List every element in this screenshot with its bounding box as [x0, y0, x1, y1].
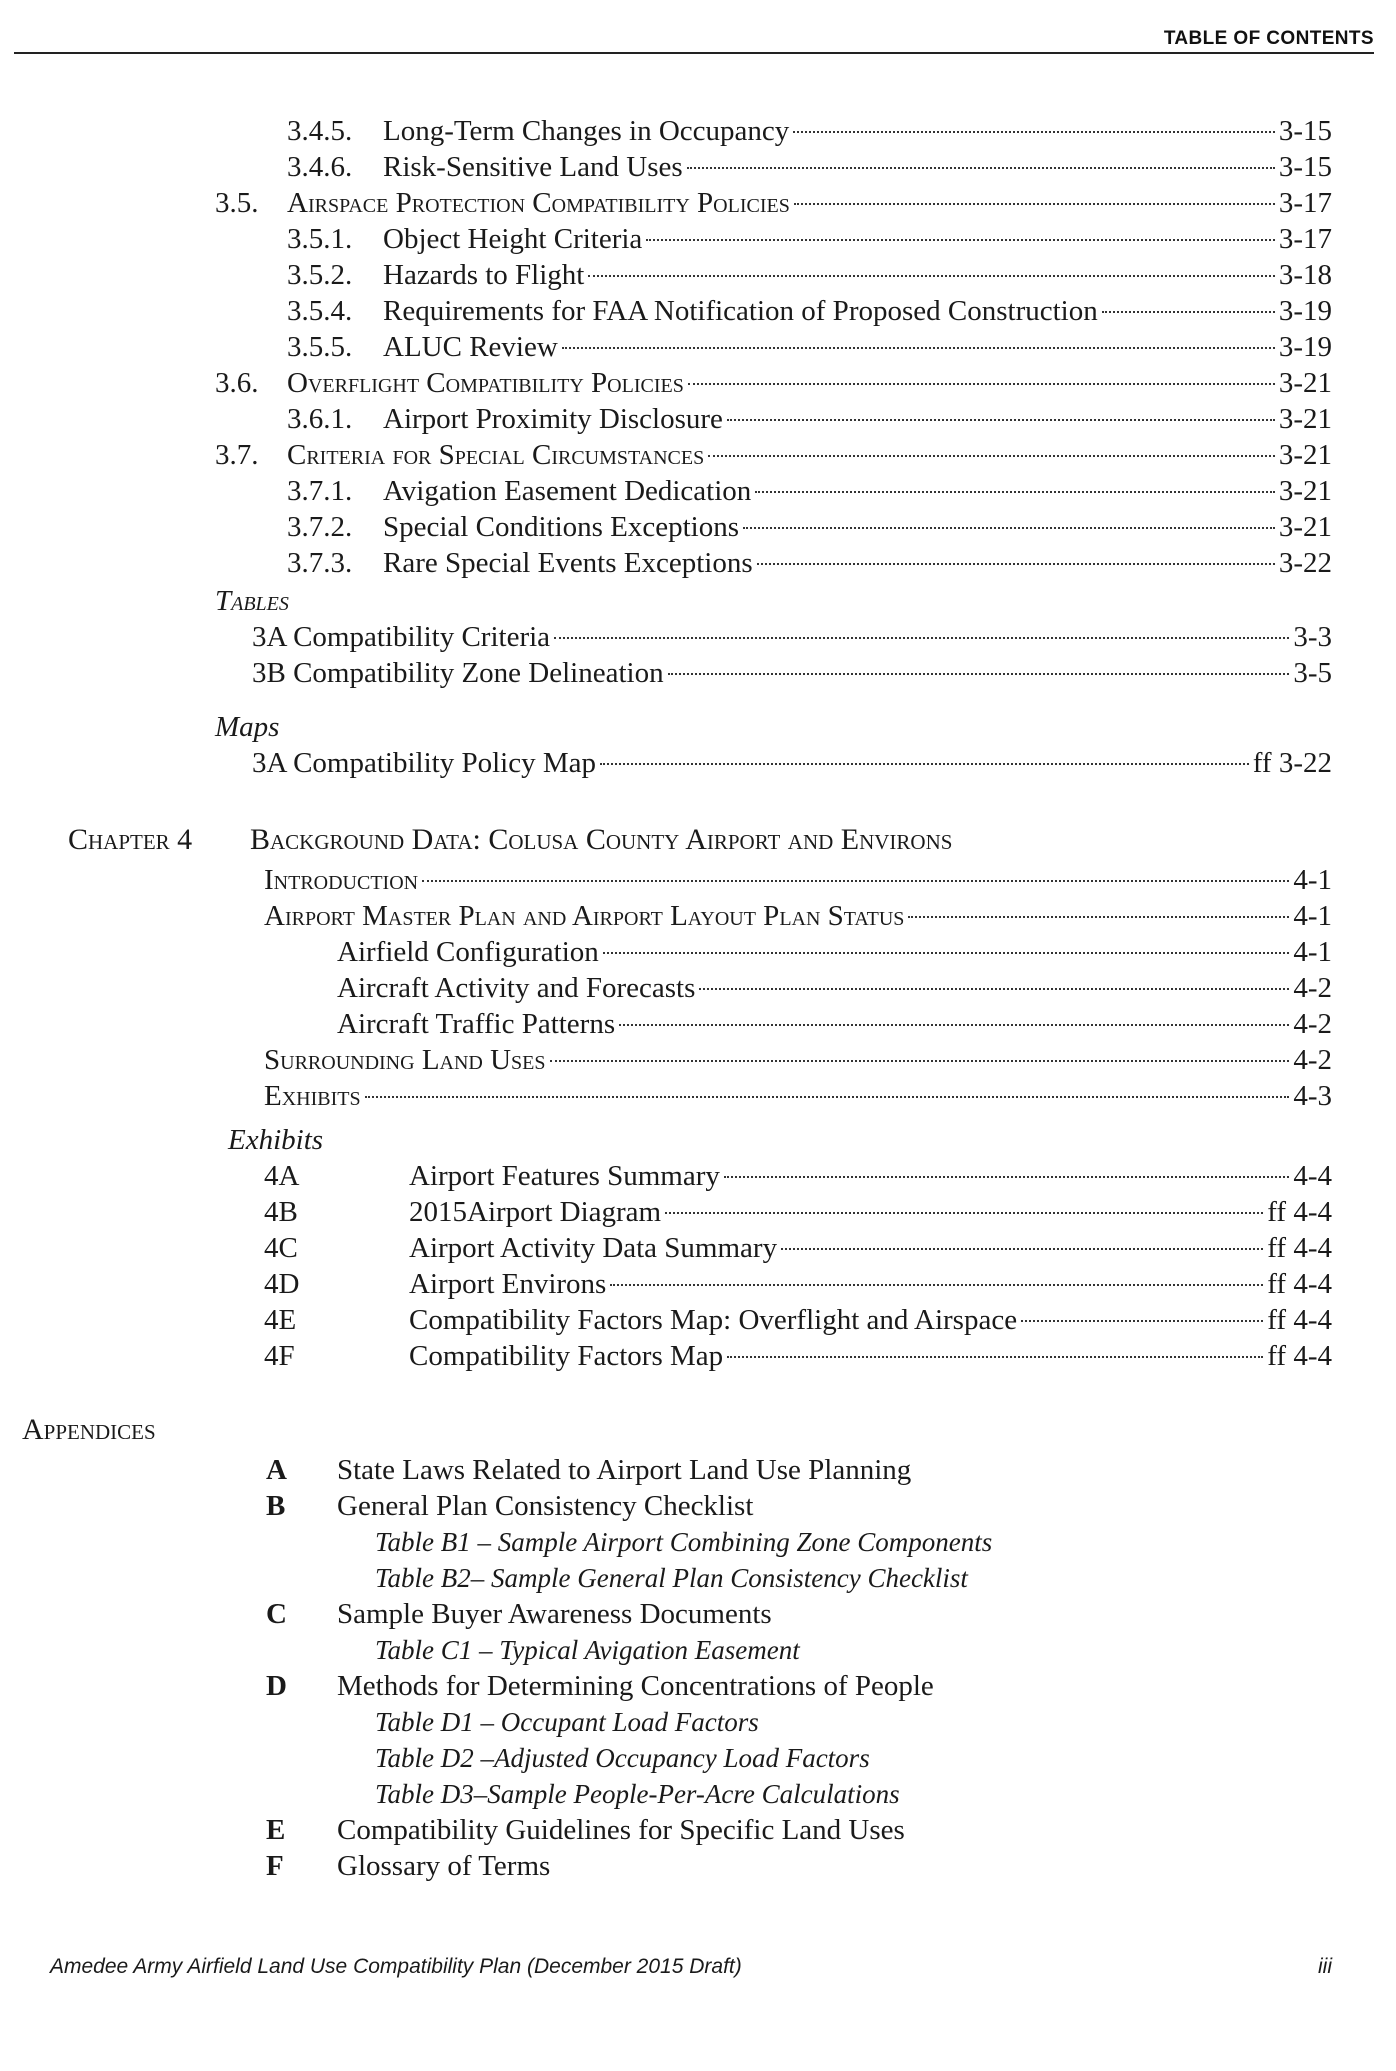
toc-entry-number: 3.5.5. — [287, 331, 353, 363]
toc-entry[interactable] — [215, 185, 1332, 221]
toc-entry[interactable] — [287, 293, 1332, 329]
toc-entry-title: Requirements for FAA Notification of Proposed Construction — [383, 295, 1098, 327]
toc-entry-number: 3.5.4. — [287, 295, 353, 327]
toc-entry-title: Aircraft Activity and Forecasts — [337, 972, 696, 1004]
toc-entry-title: Compatibility Factors Map: Overflight and Airspace — [409, 1304, 1018, 1336]
toc-entry-title: Risk-Sensitive Land Uses — [383, 151, 683, 183]
appendix-table-item[interactable]: Table D1 – Occupant Load Factors — [375, 1707, 759, 1737]
toc-entry-title: Airport Activity Data Summary — [409, 1232, 778, 1264]
chapter-title[interactable]: Background Data: Colusa County Airport and Environs — [250, 823, 953, 856]
toc-entry-page: 4-1 — [1293, 900, 1332, 932]
dot-leader — [687, 167, 1275, 169]
toc-entry[interactable] — [337, 934, 1332, 970]
toc-entry-title: Rare Special Events Exceptions — [383, 547, 753, 579]
toc-entry-number: 4A — [264, 1160, 300, 1192]
appendix-title[interactable]: Sample Buyer Awareness Documents — [337, 1598, 772, 1630]
toc-entry-number: 3.7.3. — [287, 547, 353, 579]
toc-entry[interactable] — [287, 401, 1332, 437]
toc-entry-number: 3.7. — [215, 439, 259, 471]
toc-entry-title: Introduction — [264, 864, 419, 896]
toc-entry-page: ff 4-4 — [1267, 1196, 1332, 1228]
dot-leader — [554, 637, 1289, 639]
toc-entry-page: 3-21 — [1278, 511, 1332, 543]
chapter-label: Chapter 4 — [68, 823, 193, 856]
dot-leader — [727, 1356, 1263, 1358]
toc-entry-page: 4-2 — [1293, 1008, 1332, 1040]
appendix-table-item[interactable]: Table D2 –Adjusted Occupancy Load Factors — [375, 1743, 870, 1773]
toc-entry[interactable] — [264, 1302, 1332, 1338]
appendix-letter: B — [266, 1490, 286, 1522]
toc-entry[interactable] — [287, 509, 1332, 545]
toc-entry-title: Airport Master Plan and Airport Layout Plan Status — [264, 900, 905, 932]
toc-entry-title: 2015Airport Diagram — [409, 1196, 662, 1228]
dot-leader — [724, 1176, 1289, 1178]
appendix-letter: D — [266, 1670, 287, 1702]
toc-entry[interactable] — [264, 1078, 1332, 1114]
appendix-table-item[interactable]: Table C1 – Typical Avigation Easement — [375, 1635, 800, 1665]
toc-entry-title: Special Conditions Exceptions — [383, 511, 740, 543]
dot-leader — [743, 527, 1275, 529]
toc-entry-title: Airfield Configuration — [337, 936, 599, 968]
toc-entry[interactable] — [215, 437, 1332, 473]
dot-leader — [794, 203, 1275, 205]
toc-entry-page: 3-21 — [1278, 367, 1332, 399]
toc-entry[interactable] — [215, 365, 1332, 401]
toc-entry[interactable] — [264, 1230, 1332, 1266]
dot-leader — [603, 952, 1290, 954]
dot-leader — [588, 275, 1274, 277]
toc-entry-number: 3.4.5. — [287, 115, 353, 147]
appendix-title[interactable]: General Plan Consistency Checklist — [337, 1490, 754, 1522]
toc-entry-page: 4-1 — [1293, 864, 1332, 896]
toc-entry-page: 3-15 — [1278, 115, 1332, 147]
toc-entry-number: 4D — [264, 1268, 300, 1300]
toc-entry-page: ff 4-4 — [1267, 1340, 1332, 1372]
toc-entry-page: 3-5 — [1293, 657, 1332, 689]
toc-entry-page: 3-17 — [1278, 187, 1332, 219]
appendix-letter: A — [266, 1454, 287, 1486]
dot-leader — [1102, 311, 1275, 313]
toc-entry[interactable] — [264, 1158, 1332, 1194]
toc-entry-title: Airport Environs — [409, 1268, 607, 1300]
toc-entry[interactable] — [287, 545, 1332, 581]
toc-entry[interactable] — [287, 329, 1332, 365]
toc-entry-number: 3.6.1. — [287, 403, 353, 435]
toc-entry-page: ff 4-4 — [1267, 1304, 1332, 1336]
dot-leader — [781, 1248, 1263, 1250]
appendix-letter: C — [266, 1598, 287, 1630]
toc-entry-number: 3.5.1. — [287, 223, 353, 255]
toc-entry-title: Airport Proximity Disclosure — [383, 403, 723, 435]
toc-entry-title: Surrounding Land Uses — [264, 1044, 546, 1076]
toc-entry-title: Airspace Protection Compatibility Policies — [287, 187, 790, 219]
toc-entry-page: ff 3-22 — [1252, 747, 1332, 779]
appendix-table-item[interactable]: Table B1 – Sample Airport Combining Zone Components — [375, 1527, 993, 1557]
toc-entry-page: 4-1 — [1293, 936, 1332, 968]
toc-entry-number: 4B — [264, 1196, 298, 1228]
toc-entry[interactable] — [287, 257, 1332, 293]
footer-document-title: Amedee Army Airfield Land Use Compatibility Plan (December 2015 Draft) — [50, 1955, 742, 1978]
dot-leader — [550, 1060, 1290, 1062]
toc-entry[interactable] — [337, 1006, 1332, 1042]
dot-leader — [619, 1024, 1289, 1026]
appendix-title[interactable]: State Laws Related to Airport Land Use Planning — [337, 1454, 912, 1486]
dot-leader — [1021, 1320, 1263, 1322]
toc-entry[interactable] — [287, 149, 1332, 185]
dot-leader — [908, 916, 1289, 918]
toc-entry[interactable] — [252, 745, 1332, 781]
toc-entry-page: 3-19 — [1278, 331, 1332, 363]
dot-leader — [727, 419, 1275, 421]
toc-entry-page: 3-19 — [1278, 295, 1332, 327]
toc-entry-title: Hazards to Flight — [383, 259, 585, 291]
toc-entry[interactable] — [264, 1266, 1332, 1302]
toc-entry-title: 3A Compatibility Criteria — [252, 621, 551, 653]
toc-entry-number: 4F — [264, 1340, 295, 1372]
running-header: TABLE OF CONTENTS — [1163, 28, 1374, 49]
appendix-letter: F — [266, 1850, 284, 1882]
maps-heading: Maps — [215, 711, 280, 743]
toc-entry-title: Exhibits — [264, 1080, 361, 1112]
appendix-table-item[interactable]: Table D3–Sample People-Per-Acre Calculations — [375, 1779, 900, 1809]
toc-entry-title: Object Height Criteria — [383, 223, 643, 255]
dot-leader — [665, 1212, 1263, 1214]
toc-entry-number: 3.6. — [215, 367, 259, 399]
dot-leader — [646, 239, 1275, 241]
appendices-heading: Appendices — [22, 1413, 156, 1446]
toc-entry[interactable] — [264, 862, 1332, 898]
toc-entry[interactable] — [287, 473, 1332, 509]
toc-entry-page: 3-22 — [1278, 547, 1332, 579]
toc-entry-page: ff 4-4 — [1267, 1232, 1332, 1264]
dot-leader — [422, 880, 1289, 882]
footer-page-number: iii — [1318, 1955, 1332, 1978]
toc-entry-page: 3-15 — [1278, 151, 1332, 183]
dot-leader — [688, 383, 1275, 385]
appendix-title[interactable]: Methods for Determining Concentrations of People — [337, 1670, 934, 1702]
dot-leader — [755, 491, 1275, 493]
toc-entry-number: 3.7.2. — [287, 511, 353, 543]
toc-entry-title: 3B Compatibility Zone Delineation — [252, 657, 664, 689]
toc-entry[interactable] — [264, 898, 1332, 934]
toc-entry-title: Airport Features Summary — [409, 1160, 720, 1192]
tables-heading: Tables — [215, 585, 289, 617]
exhibits-heading: Exhibits — [228, 1124, 324, 1156]
toc-entry-number: 3.5.2. — [287, 259, 353, 291]
toc-entry-number: 3.7.1. — [287, 475, 353, 507]
toc-entry-page: ff 4-4 — [1267, 1268, 1332, 1300]
toc-entry-page: 3-21 — [1278, 475, 1332, 507]
toc-entry-page: 4-3 — [1293, 1080, 1332, 1112]
appendix-title[interactable]: Compatibility Guidelines for Specific Land Uses — [337, 1814, 905, 1846]
toc-entry-page: 4-4 — [1293, 1160, 1332, 1192]
dot-leader — [699, 988, 1289, 990]
toc-entry-number: 3.4.6. — [287, 151, 353, 183]
dot-leader — [600, 763, 1249, 765]
appendix-table-item[interactable]: Table B2– Sample General Plan Consistency Checklist — [375, 1563, 968, 1593]
toc-entry-page: 3-3 — [1293, 621, 1332, 653]
toc-entry-number: 3.5. — [215, 187, 259, 219]
dot-leader — [757, 563, 1275, 565]
toc-entry-title: ALUC Review — [383, 331, 558, 363]
toc-entry-page: 4-2 — [1293, 972, 1332, 1004]
toc-entry[interactable] — [287, 221, 1332, 257]
toc-entry-title: 3A Compatibility Policy Map — [252, 747, 596, 779]
toc-entry-page: 3-17 — [1278, 223, 1332, 255]
toc-entry[interactable] — [264, 1042, 1332, 1078]
toc-entry-title: Long-Term Changes in Occupancy — [383, 115, 790, 147]
toc-entry[interactable] — [287, 113, 1332, 149]
header-rule — [14, 52, 1374, 54]
toc-entry-page: 4-2 — [1293, 1044, 1332, 1076]
toc-entry[interactable] — [264, 1338, 1332, 1374]
dot-leader — [562, 347, 1275, 349]
dot-leader — [365, 1096, 1290, 1098]
dot-leader — [668, 673, 1290, 675]
appendix-letter: E — [266, 1814, 286, 1846]
toc-entry-page: 3-21 — [1278, 403, 1332, 435]
toc-entry-title: Avigation Easement Dedication — [383, 475, 752, 507]
appendix-title[interactable]: Glossary of Terms — [337, 1850, 551, 1882]
toc-entry-title: Overflight Compatibility Policies — [287, 367, 684, 399]
dot-leader — [610, 1284, 1263, 1286]
toc-entry-title: Aircraft Traffic Patterns — [337, 1008, 616, 1040]
toc-entry[interactable] — [252, 655, 1332, 691]
toc-entry[interactable] — [264, 1194, 1332, 1230]
toc-entry-number: 4E — [264, 1304, 297, 1336]
toc-entry-page: 3-18 — [1278, 259, 1332, 291]
toc-entry-page: 3-21 — [1278, 439, 1332, 471]
toc-entry-number: 4C — [264, 1232, 298, 1264]
toc-entry-title: Criteria for Special Circumstances — [287, 439, 705, 471]
dot-leader — [793, 131, 1275, 133]
toc-entry[interactable] — [337, 970, 1332, 1006]
toc-entry-title: Compatibility Factors Map — [409, 1340, 724, 1372]
dot-leader — [708, 455, 1275, 457]
toc-entry[interactable] — [252, 619, 1332, 655]
